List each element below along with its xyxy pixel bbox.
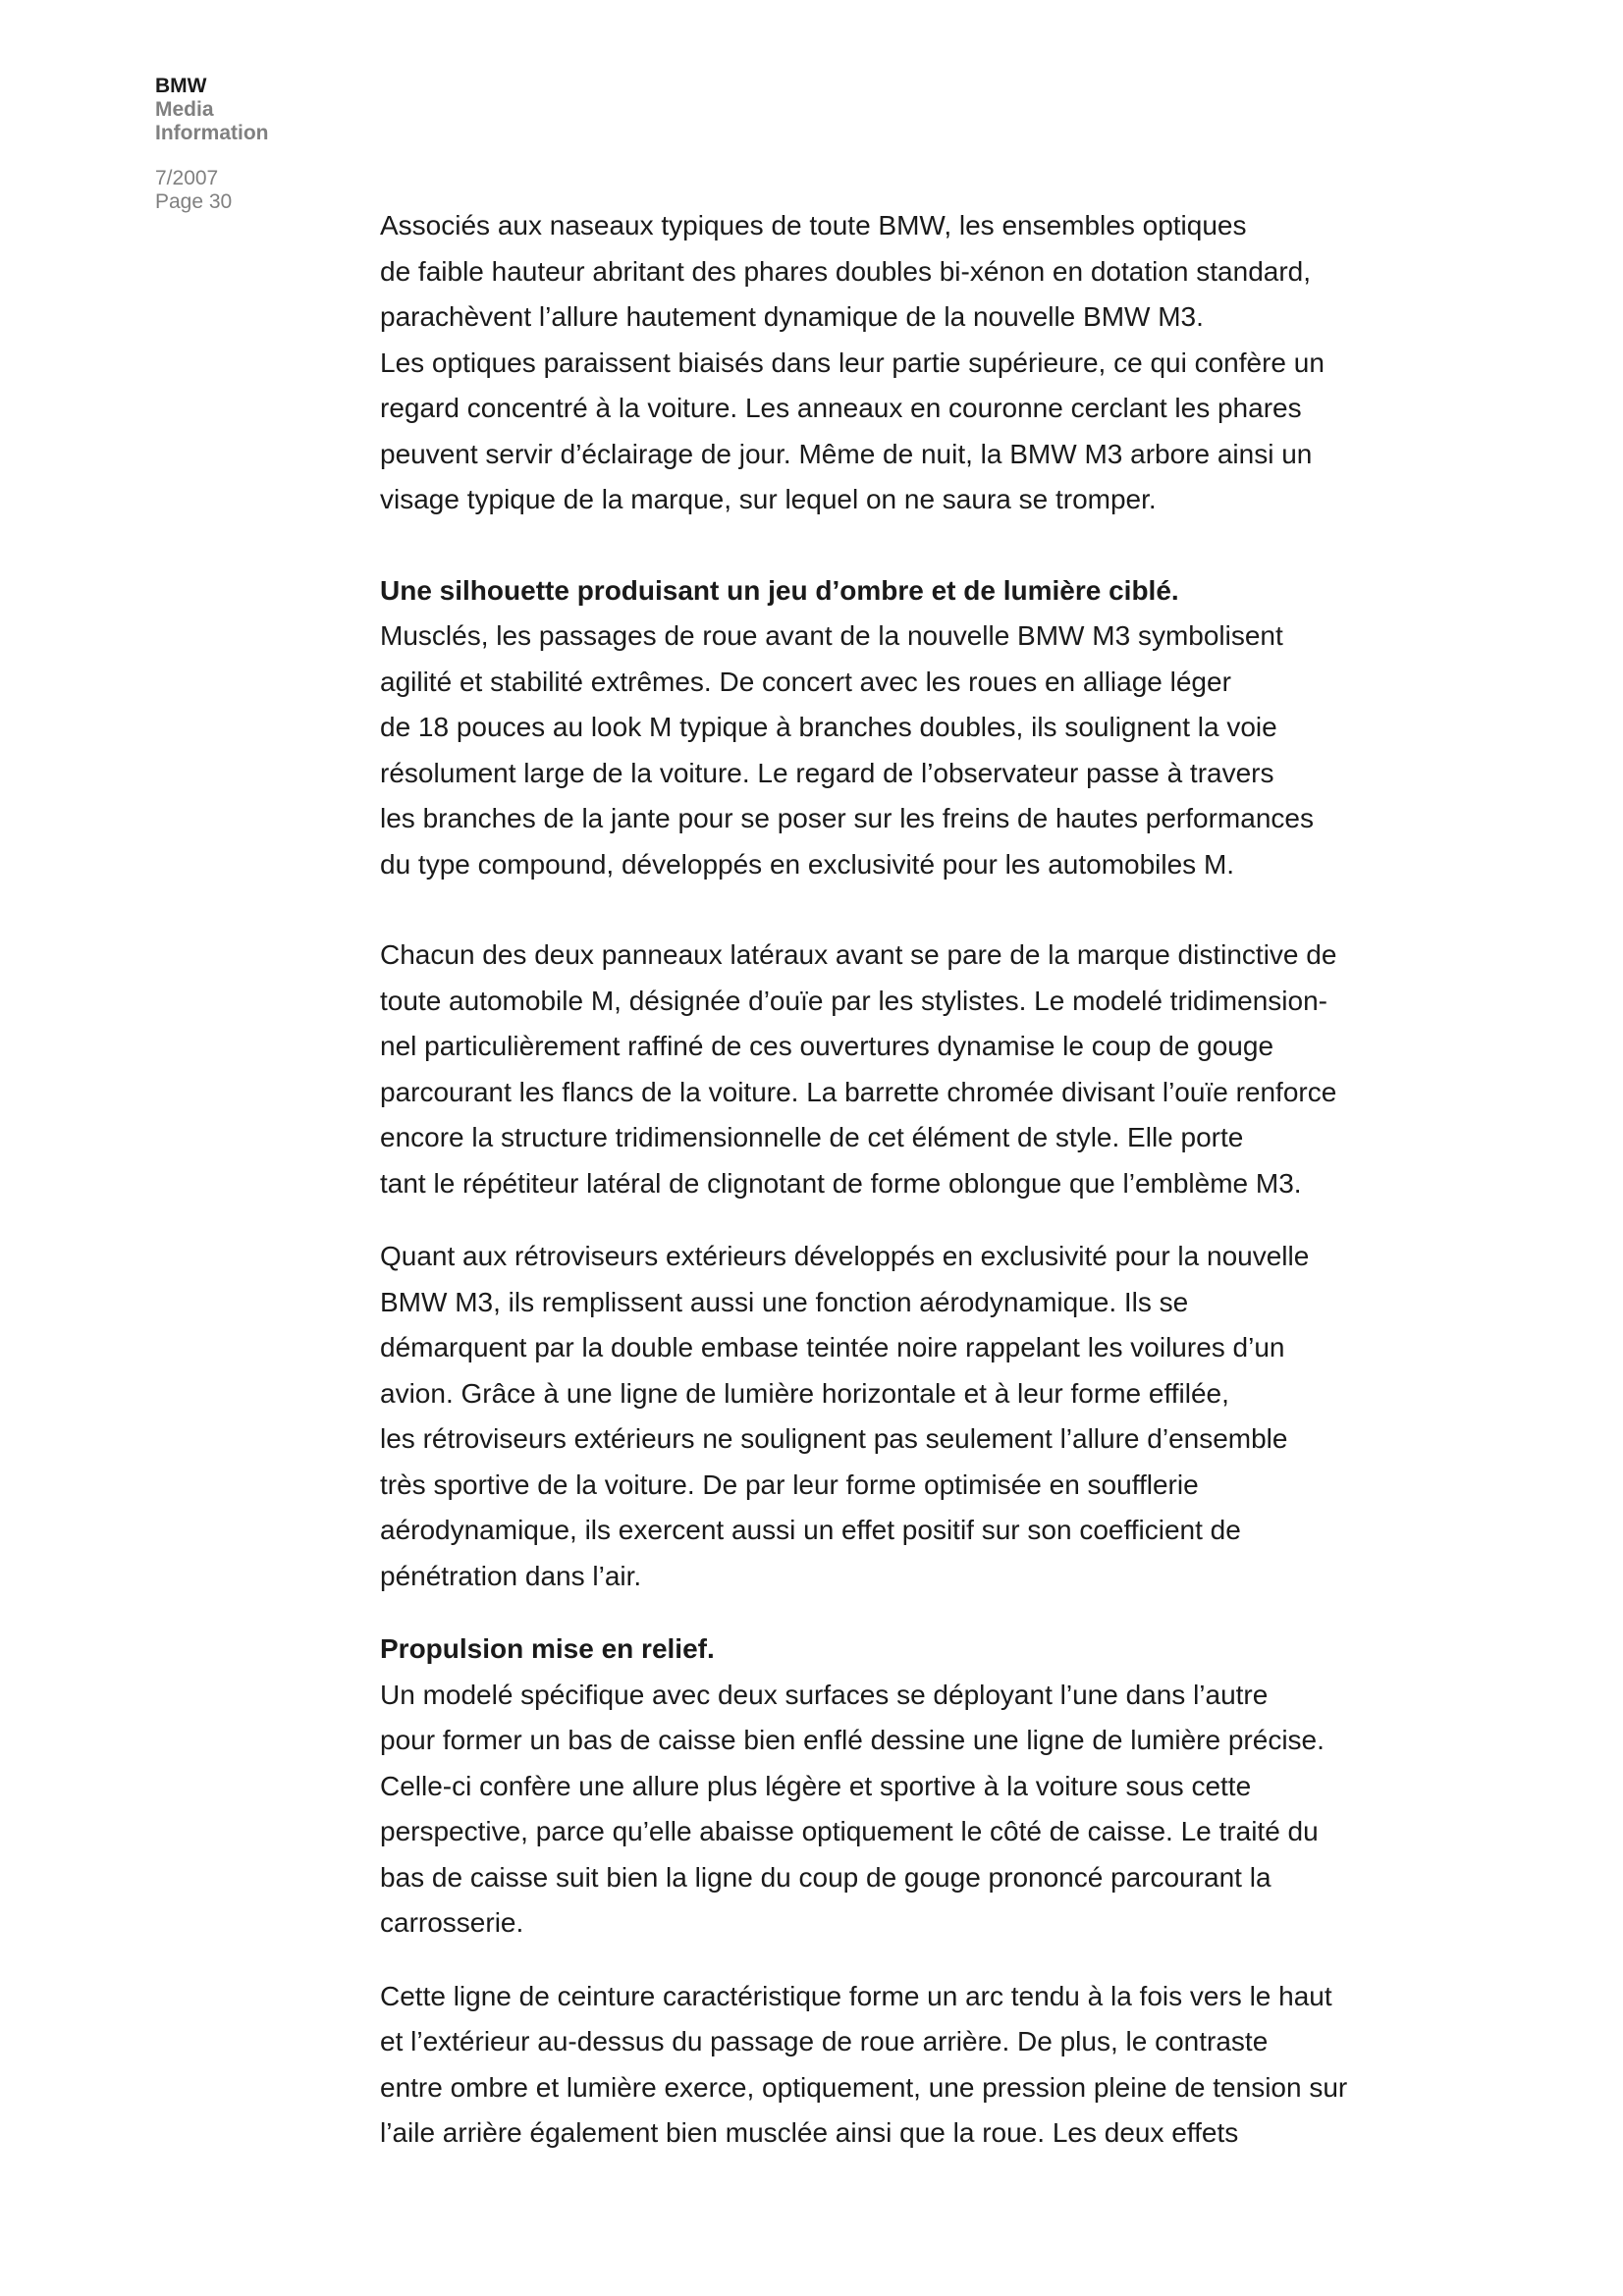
text-line: entre ombre et lumière exerce, optiquement, une pression pleine de tension sur (380, 2071, 1348, 2103)
text-line: BMW M3, ils remplissent aussi une fonction aérodynamique. Ils se (380, 1286, 1189, 1317)
text-line: nel particulièrement raffiné de ces ouvertures dynamise le coup de gouge (380, 1031, 1274, 1061)
section-heading: Une silhouette produisant un jeu d’ombre et de lumière ciblé. (380, 574, 1179, 606)
text-line: regard concentré à la voiture. Les anneaux en couronne cerclant les phares (380, 393, 1302, 423)
page-number: Page 30 (155, 190, 233, 213)
text-line: peuvent servir d’éclairage de jour. Même de nuit, la BMW M3 arbore ainsi un (380, 438, 1313, 469)
section-heading: Propulsion mise en relief. (380, 1633, 715, 1664)
text-line: Un modelé spécifique avec deux surfaces se déployant l’une dans l’autre (380, 1679, 1269, 1710)
text-line: démarquent par la double embase teintée noire rappelant les voilures d’un (380, 1332, 1285, 1362)
text-line: pour former un bas de caisse bien enflé dessine une ligne de lumière précise. (380, 1725, 1325, 1755)
text-line: parachèvent l’allure hautement dynamique de la nouvelle BMW M3. (380, 301, 1204, 332)
text-line: carrosserie. (380, 1907, 524, 1938)
text-line: de faible hauteur abritant des phares doubles bi-xénon en dotation standard, (380, 255, 1312, 287)
article-body (380, 203, 1411, 2157)
paragraph-mirrors (380, 1234, 1411, 1599)
text-line: perspective, parce qu’elle abaisse optiquement le côté de caisse. Le traité du (380, 1816, 1319, 1846)
document-date: 7/2007 (155, 167, 219, 189)
text-line: encore la structure tridimensionnelle de cet élément de style. Elle porte (380, 1122, 1244, 1152)
text-line: bas de caisse suit bien la ligne du coup de gouge prononcé parcourant la (380, 1861, 1271, 1893)
document-header (155, 75, 352, 214)
paragraph-side-panels (380, 933, 1411, 1206)
text-line: et l’extérieur au-dessus du passage de roue arrière. De plus, le contraste (380, 2026, 1269, 2056)
text-line: toute automobile M, désignée d’ouïe par les stylistes. Le modelé tridimension- (380, 985, 1327, 1016)
document-meta (155, 167, 352, 214)
text-line: résolument large de la voiture. Le regard de l’observateur passe à travers (380, 757, 1274, 788)
text-line: les rétroviseurs extérieurs ne soulignent pas seulement l’allure d’ensemble (380, 1423, 1288, 1454)
brand-name: BMW (155, 75, 207, 97)
text-line: Cette ligne de ceinture caractéristique forme un arc tendu à la fois vers le haut (380, 1980, 1332, 2011)
text-line: aérodynamique, ils exercent aussi un effet positif sur son coefficient de (380, 1515, 1241, 1545)
text-line: agilité et stabilité extrêmes. De concert avec les roues en alliage léger (380, 666, 1231, 697)
brand-subtitle-information: Information (155, 122, 269, 144)
text-line: pénétration dans l’air. (380, 1560, 642, 1591)
text-line: Chacun des deux panneaux latéraux avant se pare de la marque distinctive de (380, 939, 1337, 970)
section-propulsion (380, 1627, 1411, 1947)
text-line: l’aile arrière également bien musclée ainsi que la roue. Les deux effets (380, 2117, 1239, 2148)
text-line: Associés aux naseaux typiques de toute BMW, les ensembles optiques (380, 210, 1247, 240)
text-line: très sportive de la voiture. De par leur forme optimisée en soufflerie (380, 1468, 1199, 1500)
text-line: tant le répétiteur latéral de clignotant de forme oblongue que l’emblème M3. (380, 1167, 1302, 1199)
text-line: parcourant les flancs de la voiture. La barrette chromée divisant l’ouïe renforce (380, 1076, 1337, 1107)
paragraph-beltline (380, 1974, 1411, 2157)
text-line: de 18 pouces au look M typique à branches doubles, ils soulignent la voie (380, 712, 1277, 742)
text-line: visage typique de la marque, sur lequel on ne saura se tromper. (380, 484, 1157, 514)
section-silhouette (380, 568, 1411, 888)
paragraph-intro (380, 203, 1411, 523)
text-line: avion. Grâce à une ligne de lumière horizontale et à leur forme effilée, (380, 1377, 1229, 1409)
text-line: Quant aux rétroviseurs extérieurs développés en exclusivité pour la nouvelle (380, 1241, 1310, 1271)
text-line: Celle-ci confère une allure plus légère et sportive à la voiture sous cette (380, 1770, 1252, 1801)
text-line: du type compound, développés en exclusivité pour les automobiles M. (380, 848, 1235, 880)
text-line: Les optiques paraissent biaisés dans leur partie supérieure, ce qui confère un (380, 347, 1325, 378)
text-line: Musclés, les passages de roue avant de la nouvelle BMW M3 symbolisent (380, 620, 1283, 651)
text-line: les branches de la jante pour se poser sur les freins de hautes performances (380, 803, 1314, 833)
brand-subtitle-media: Media (155, 98, 214, 121)
